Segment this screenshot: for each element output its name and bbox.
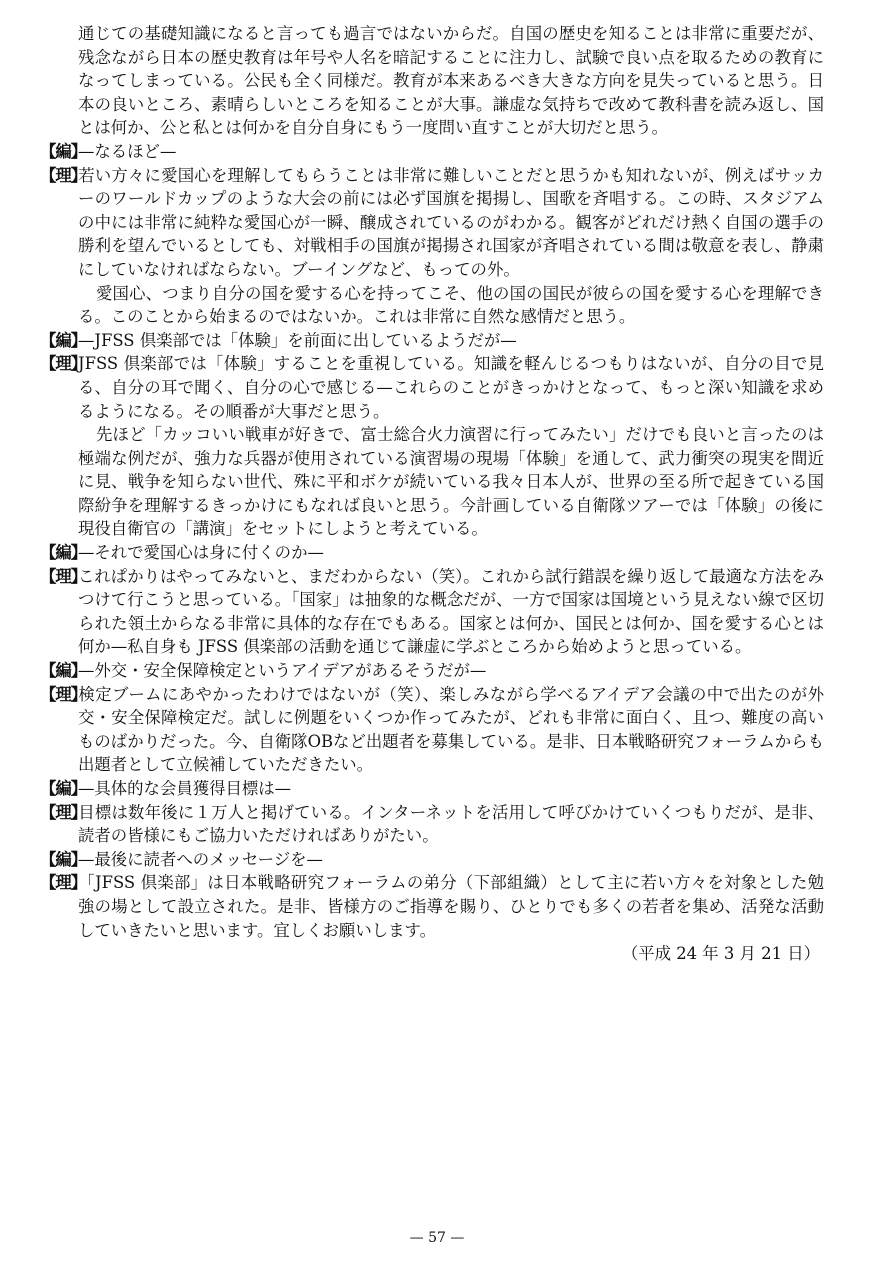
article-body: [40, 22, 824, 966]
answer-text: JFSS 倶楽部では「体験」することを重視している。知識を軽んじるつもりはないが、自分の目で見る、自分の耳で聞く、自分の心で感じる—これらのことがきっかけとなって、もっと深い知識を求めるようになる。その順番が大事だと思う。: [78, 354, 824, 421]
paragraph-continuation: 通じての基礎知識になると言っても過言ではないからだ。自国の歴史を知ることは非常に重要だが、残念ながら日本の歴史教育は年号や人名を暗記することに注力し、試験で良い点を取るための教育になってしまっている。公民も全く同様だ。教育が本来あるべき大きな方向を見失っていると思う。日本の良いところ、素晴らしいところを知ることが大事。謙虚な気持ちで改めて教科書を読み返し、国とは何か、公と私とは何かを自分自身にもう一度問い直すことが大切だと思う。: [78, 24, 824, 138]
answer-continuation: 愛国心、つまり自分の国を愛する心を持ってこそ、他の国の国民が彼らの国を愛する心を理解できる。このことから始まるのではないか。これは非常に自然な感情だと思う。: [78, 283, 824, 327]
director-answer: [40, 801, 824, 848]
director-answer: [40, 164, 824, 282]
speaker-tag-director: 【理】: [40, 873, 87, 893]
question-text: —なるほど—: [78, 141, 177, 161]
editor-question: [40, 329, 824, 353]
director-answer: [40, 683, 824, 777]
director-answer: [40, 565, 824, 659]
speaker-tag-editor: 【編】: [40, 330, 87, 350]
speaker-tag-editor: 【編】: [40, 661, 87, 681]
editor-question: [40, 541, 824, 565]
interview-date: （平成 24 年 3 月 21 日）: [621, 944, 820, 964]
speaker-tag-editor: 【編】: [40, 141, 87, 161]
director-answer: [40, 352, 824, 423]
question-text: —最後に読者へのメッセージを—: [78, 849, 323, 869]
answer-text: 目標は数年後に１万人と掲げている。インターネットを活用して呼びかけていくつもりだが、是非、読者の皆様にもご協力いただければありがたい。: [78, 802, 824, 846]
question-text: —それで愛国心は身に付くのか—: [78, 543, 324, 563]
editor-question: [40, 848, 824, 872]
question-text: —JFSS 倶楽部では「体験」を前面に出しているようだが—: [78, 330, 517, 350]
speaker-tag-director: 【理】: [40, 165, 87, 185]
director-answer: [40, 871, 824, 942]
speaker-tag-director: 【理】: [40, 354, 87, 374]
editor-question: [40, 140, 824, 164]
question-text: —外交・安全保障検定というアイデアがあるそうだが—: [78, 661, 487, 681]
speaker-tag-director: 【理】: [40, 802, 87, 822]
answer-text: 「JFSS 倶楽部」は日本戦略研究フォーラムの弟分（下部組織）として主に若い方々を対象とした勉強の場として設立された。是非、皆様方のご指導を賜り、ひとりでも多くの若者を集め、活発な活動していきたいと思います。宜しくお願いします。: [78, 873, 824, 940]
answer-text: 若い方々に愛国心を理解してもらうことは非常に難しいことだと思うかも知れないが、例えばサッカーのワールドカップのような大会の前には必ず国旗を掲揚し、国歌を斉唱する。この時、スタジアムの中には非常に純粋な愛国心が一瞬、醸成されているのがわかる。観客がどれだけ熱く自国の選手の勝利を望んでいるとしても、対戦相手の国旗が掲揚され国家が斉唱されている間は敬意を表し、静粛にしていなければならない。ブーイングなど、もっての外。: [78, 165, 824, 279]
speaker-tag-editor: 【編】: [40, 543, 87, 563]
editor-question: [40, 659, 824, 683]
question-text: —具体的な会員獲得目標は—: [78, 779, 292, 798]
speaker-tag-director: 【理】: [40, 566, 87, 586]
answer-continuation: 先ほど「カッコいい戦車が好きで、富士総合火力演習に行ってみたい」だけでも良いと言ったのは極端な例だが、強力な兵器が使用されている演習場の現場「体験」を通して、武力衝突の現実を間近に見、戦争を知らない世代、殊に平和ボケが続いている我々日本人が、世界の至る所で起きている国際紛争を理解するきっかけにもなれば良いと思う。今計画している自衛隊ツアーでは「体験」の後に現役自衛官の「講演」をセットにしようと考えている。: [78, 425, 824, 539]
speaker-tag-editor: 【編】: [40, 849, 87, 869]
editor-question: [40, 777, 824, 801]
page-number: — 57 —: [409, 1230, 465, 1246]
speaker-tag-editor: 【編】: [40, 779, 87, 798]
speaker-tag-director: 【理】: [40, 684, 87, 704]
answer-text: これぱかりはやってみないと、まだわからない（笑）。これから試行錯誤を繰り返して最適な方法をみつけて行こうと思っている。「国家」は抽象的な概念だが、一方で国家は国境という見えない線で区切られた領土からなる非常に具体的な存在でもある。国家とは何か、国民とは何か、国を愛する心とは何か—私自身も JFSS 倶楽部の活動を通じて謙虚に学ぶところから始めようと思っている。: [78, 566, 824, 657]
answer-text: 検定ブームにあやかったわけではないが（笑）、楽しみながら学べるアイデア会議の中で出たのが外交・安全保障検定だ。試しに例題をいくつか作ってみたが、どれも非常に面白く、且つ、難度の高いものばかりだった。今、自衛隊OBなど出題者を募集している。是非、日本戦略研究フォーラムからも出題者として立候補していただきたい。: [78, 684, 824, 775]
